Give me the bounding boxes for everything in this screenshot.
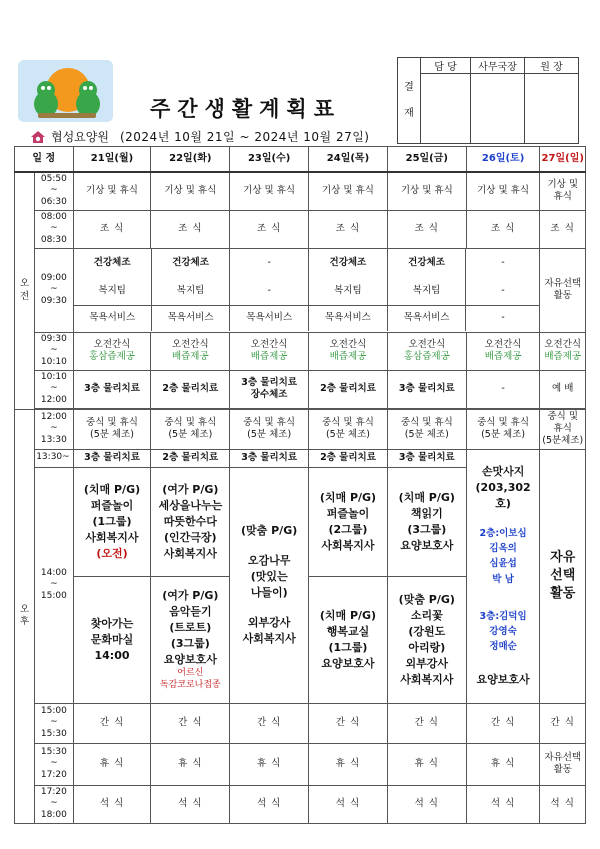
schedule-cell: 오전간식 홍삼즙제공	[73, 332, 151, 370]
schedule-cell: 오전간식 배즙제공	[466, 332, 540, 370]
signature-box[interactable]	[421, 74, 471, 144]
schedule-cell: 3층 물리치료	[230, 449, 309, 467]
schedule-cell: 2층 물리치료	[151, 449, 230, 467]
period-am: 오전	[15, 172, 35, 410]
schedule-cell: 기상 및 휴식	[466, 172, 540, 211]
time-cell: 15:00 ~ 15:30	[35, 703, 73, 743]
organization-line	[30, 128, 369, 145]
header-day-saturday: 26일(토)	[466, 147, 540, 172]
time-cell: 08:00 ~ 08:30	[35, 210, 73, 248]
schedule-cell: 건강체조	[387, 249, 466, 277]
time-cell: 12:00 ~ 13:30	[35, 409, 73, 449]
schedule-cell: 복지팀	[74, 277, 152, 305]
schedule-cell: 조 식	[151, 210, 230, 248]
schedule-cell: 3층 물리치료	[73, 449, 151, 467]
schedule-cell: -	[230, 249, 309, 277]
schedule-cell: 기상 및 휴식	[309, 172, 388, 211]
schedule-cell: 중식 및 휴식 (5분 체조)	[466, 409, 540, 449]
schedule-cell: 오전간식 홍삼즙제공	[387, 332, 466, 370]
time-cell: 05:50 ~ 06:30	[35, 172, 73, 211]
schedule-cell: 3층 물리치료	[73, 370, 151, 408]
time-cell: 15:30 ~ 17:20	[35, 743, 73, 785]
logo-illustration	[18, 60, 113, 122]
time-cell: 14:00 ~ 15:00	[35, 467, 73, 703]
approval-role: 원 장	[525, 58, 579, 74]
schedule-cell: 목욕서비스	[74, 305, 152, 331]
schedule-cell: 중식 및 휴식 (5분체조)	[540, 409, 586, 449]
schedule-cell: 조 식	[230, 210, 309, 248]
schedule-cell: 조 식	[387, 210, 466, 248]
schedule-cell-sunday-free: 자유선택 활동	[540, 248, 586, 332]
schedule-cell: 간 식	[387, 703, 466, 743]
schedule-cell: 오전간식 배즙제공	[309, 332, 388, 370]
schedule-cell: 간 식	[466, 703, 540, 743]
schedule-cell: 중식 및 휴식 (5분 체조)	[387, 409, 466, 449]
approval-role: 사무국장	[471, 58, 525, 74]
schedule-cell: 중식 및 휴식 (5분 체조)	[151, 409, 230, 449]
header-day: 21일(월)	[73, 147, 151, 172]
schedule-cell: 석 식	[230, 785, 309, 823]
schedule-cell: 석 식	[309, 785, 388, 823]
sunday-program: 자유 선택 활동	[540, 449, 586, 703]
schedule-cell: -	[466, 370, 540, 408]
signature-box[interactable]	[525, 74, 579, 144]
page-title: 주간생활계획표	[150, 97, 342, 121]
time-cell: 09:30 ~ 10:10	[35, 332, 73, 370]
time-cell: 17:20 ~ 18:00	[35, 785, 73, 823]
schedule-cell: 석 식	[466, 785, 540, 823]
schedule-cell: -	[501, 284, 505, 296]
schedule-cell: 오전간식 배즙제공	[230, 332, 309, 370]
schedule-cell: 기상 및 휴식	[387, 172, 466, 211]
saturday-program: 손맛사지 (203,302호) 2층:이보심 김옥의 심윤섭 박 남 3층:김덕임 강영숙 정매순 요양보호사	[466, 449, 540, 703]
header-day: 25일(금)	[387, 147, 466, 172]
header-day: 23일(수)	[230, 147, 309, 172]
schedule-cell: 건강체조	[74, 249, 152, 277]
schedule-cell: 휴 식	[466, 743, 540, 785]
time-cell: 13:30~	[35, 449, 73, 467]
schedule-cell: -	[501, 256, 505, 268]
schedule-cell: 오전간식 배즙제공	[540, 332, 586, 370]
schedule-cell: 예 배	[540, 370, 586, 408]
schedule-cell: 목욕서비스	[230, 305, 309, 331]
schedule-cell: 간 식	[73, 703, 151, 743]
schedule-cell: 오전간식 배즙제공	[151, 332, 230, 370]
schedule-cell: 중식 및 휴식 (5분 체조)	[309, 409, 388, 449]
schedule-cell: 휴 식	[230, 743, 309, 785]
schedule-cell: 조 식	[73, 210, 151, 248]
schedule-cell: 복지팀	[309, 277, 388, 305]
schedule-cell: 석 식	[151, 785, 230, 823]
morning-subtable	[74, 249, 540, 331]
schedule-cell: 휴 식	[309, 743, 388, 785]
schedule-cell: 목욕서비스	[387, 305, 466, 331]
schedule-cell: -	[466, 305, 540, 331]
schedule-cell: 자유선택 활동	[540, 743, 586, 785]
time-cell: 09:00 ~ 09:30	[35, 248, 73, 332]
schedule-cell: 조 식	[540, 210, 586, 248]
signature-box[interactable]	[471, 74, 525, 144]
header-schedule-label: 일 정	[15, 147, 74, 172]
schedule-cell: 간 식	[151, 703, 230, 743]
header-day-sunday: 27일(일)	[540, 147, 586, 172]
schedule-cell: 간 식	[540, 703, 586, 743]
schedule-cell: 목욕서비스	[151, 305, 230, 331]
schedule-cell: 석 식	[540, 785, 586, 823]
schedule-cell: 기상 및 휴식	[540, 172, 586, 211]
schedule-cell: 중식 및 휴식 (5분 체조)	[230, 409, 309, 449]
header-day: 22일(화)	[151, 147, 230, 172]
approval-box	[397, 57, 579, 144]
approval-role: 담 당	[421, 58, 471, 74]
thursday-program: (치매 P/G) 퍼즐놀이 (2그룹) 사회복지사 (치매 P/G) 행복교실 (1그룹) 요양보호사	[309, 467, 388, 703]
schedule-cell: 건강체조	[151, 249, 230, 277]
schedule-cell: 복지팀	[151, 277, 230, 305]
schedule-cell: 2층 물리치료	[309, 370, 388, 408]
schedule-cell: 중식 및 휴식 (5분 체조)	[73, 409, 151, 449]
time-cell: 10:10 ~ 12:00	[35, 370, 73, 408]
schedule-table	[14, 146, 586, 824]
period-pm: 오후	[15, 409, 35, 823]
schedule-cell: 간 식	[309, 703, 388, 743]
house-icon	[30, 130, 46, 144]
schedule-cell: 기상 및 휴식	[73, 172, 151, 211]
schedule-cell: 휴 식	[151, 743, 230, 785]
schedule-cell: 휴 식	[387, 743, 466, 785]
schedule-cell: 휴 식	[73, 743, 151, 785]
friday-program: (치매 P/G) 책읽기 (3그룹) 요양보호사 (맞춤 P/G) 소리꽃 (강원도 아리랑) 외부강사 사회복지사	[387, 467, 466, 703]
approval-label: 결 재	[398, 58, 421, 144]
tuesday-program: (여가 P/G) 세상을나누는 따뜻한수다 (인간극장) 사회복지사 (여가 P/G) 음악듣기 (트로트) (3그룹) 요양보호사 어르신 독감코로나접종	[151, 467, 230, 703]
schedule-cell: 조 식	[466, 210, 540, 248]
schedule-cell: 간 식	[230, 703, 309, 743]
schedule-cell: 조 식	[309, 210, 388, 248]
schedule-cell: 3층 물리치료	[387, 370, 466, 408]
schedule-cell: 목욕서비스	[309, 305, 388, 331]
schedule-cell: 복지팀	[387, 277, 466, 305]
schedule-cell: 기상 및 휴식	[151, 172, 230, 211]
header-day: 24일(목)	[309, 147, 388, 172]
wednesday-program: (맞춤 P/G) 오감나무 (맛있는 나들이) 외부강사 사회복지사	[230, 467, 309, 703]
schedule-cell: 기상 및 휴식	[230, 172, 309, 211]
schedule-cell: 2층 물리치료	[151, 370, 230, 408]
schedule-cell: 석 식	[73, 785, 151, 823]
schedule-cell: 석 식	[387, 785, 466, 823]
schedule-period: (2024년 10월 21일 ~ 2024년 10월 27일)	[119, 130, 370, 144]
monday-program: (치매 P/G) 퍼즐놀이 (1그룹) 사회복지사 (오전) 찾아가는 문화마실 14:00	[73, 467, 151, 703]
schedule-cell: 2층 물리치료	[309, 449, 388, 467]
schedule-cell: 3층 물리치료 장수체조	[230, 370, 309, 408]
schedule-cell: -	[230, 277, 309, 305]
schedule-cell: 건강체조	[309, 249, 388, 277]
organization-name: 협성요양원	[51, 130, 109, 144]
schedule-cell: 3층 물리치료	[387, 449, 466, 467]
morning-block	[73, 248, 540, 332]
